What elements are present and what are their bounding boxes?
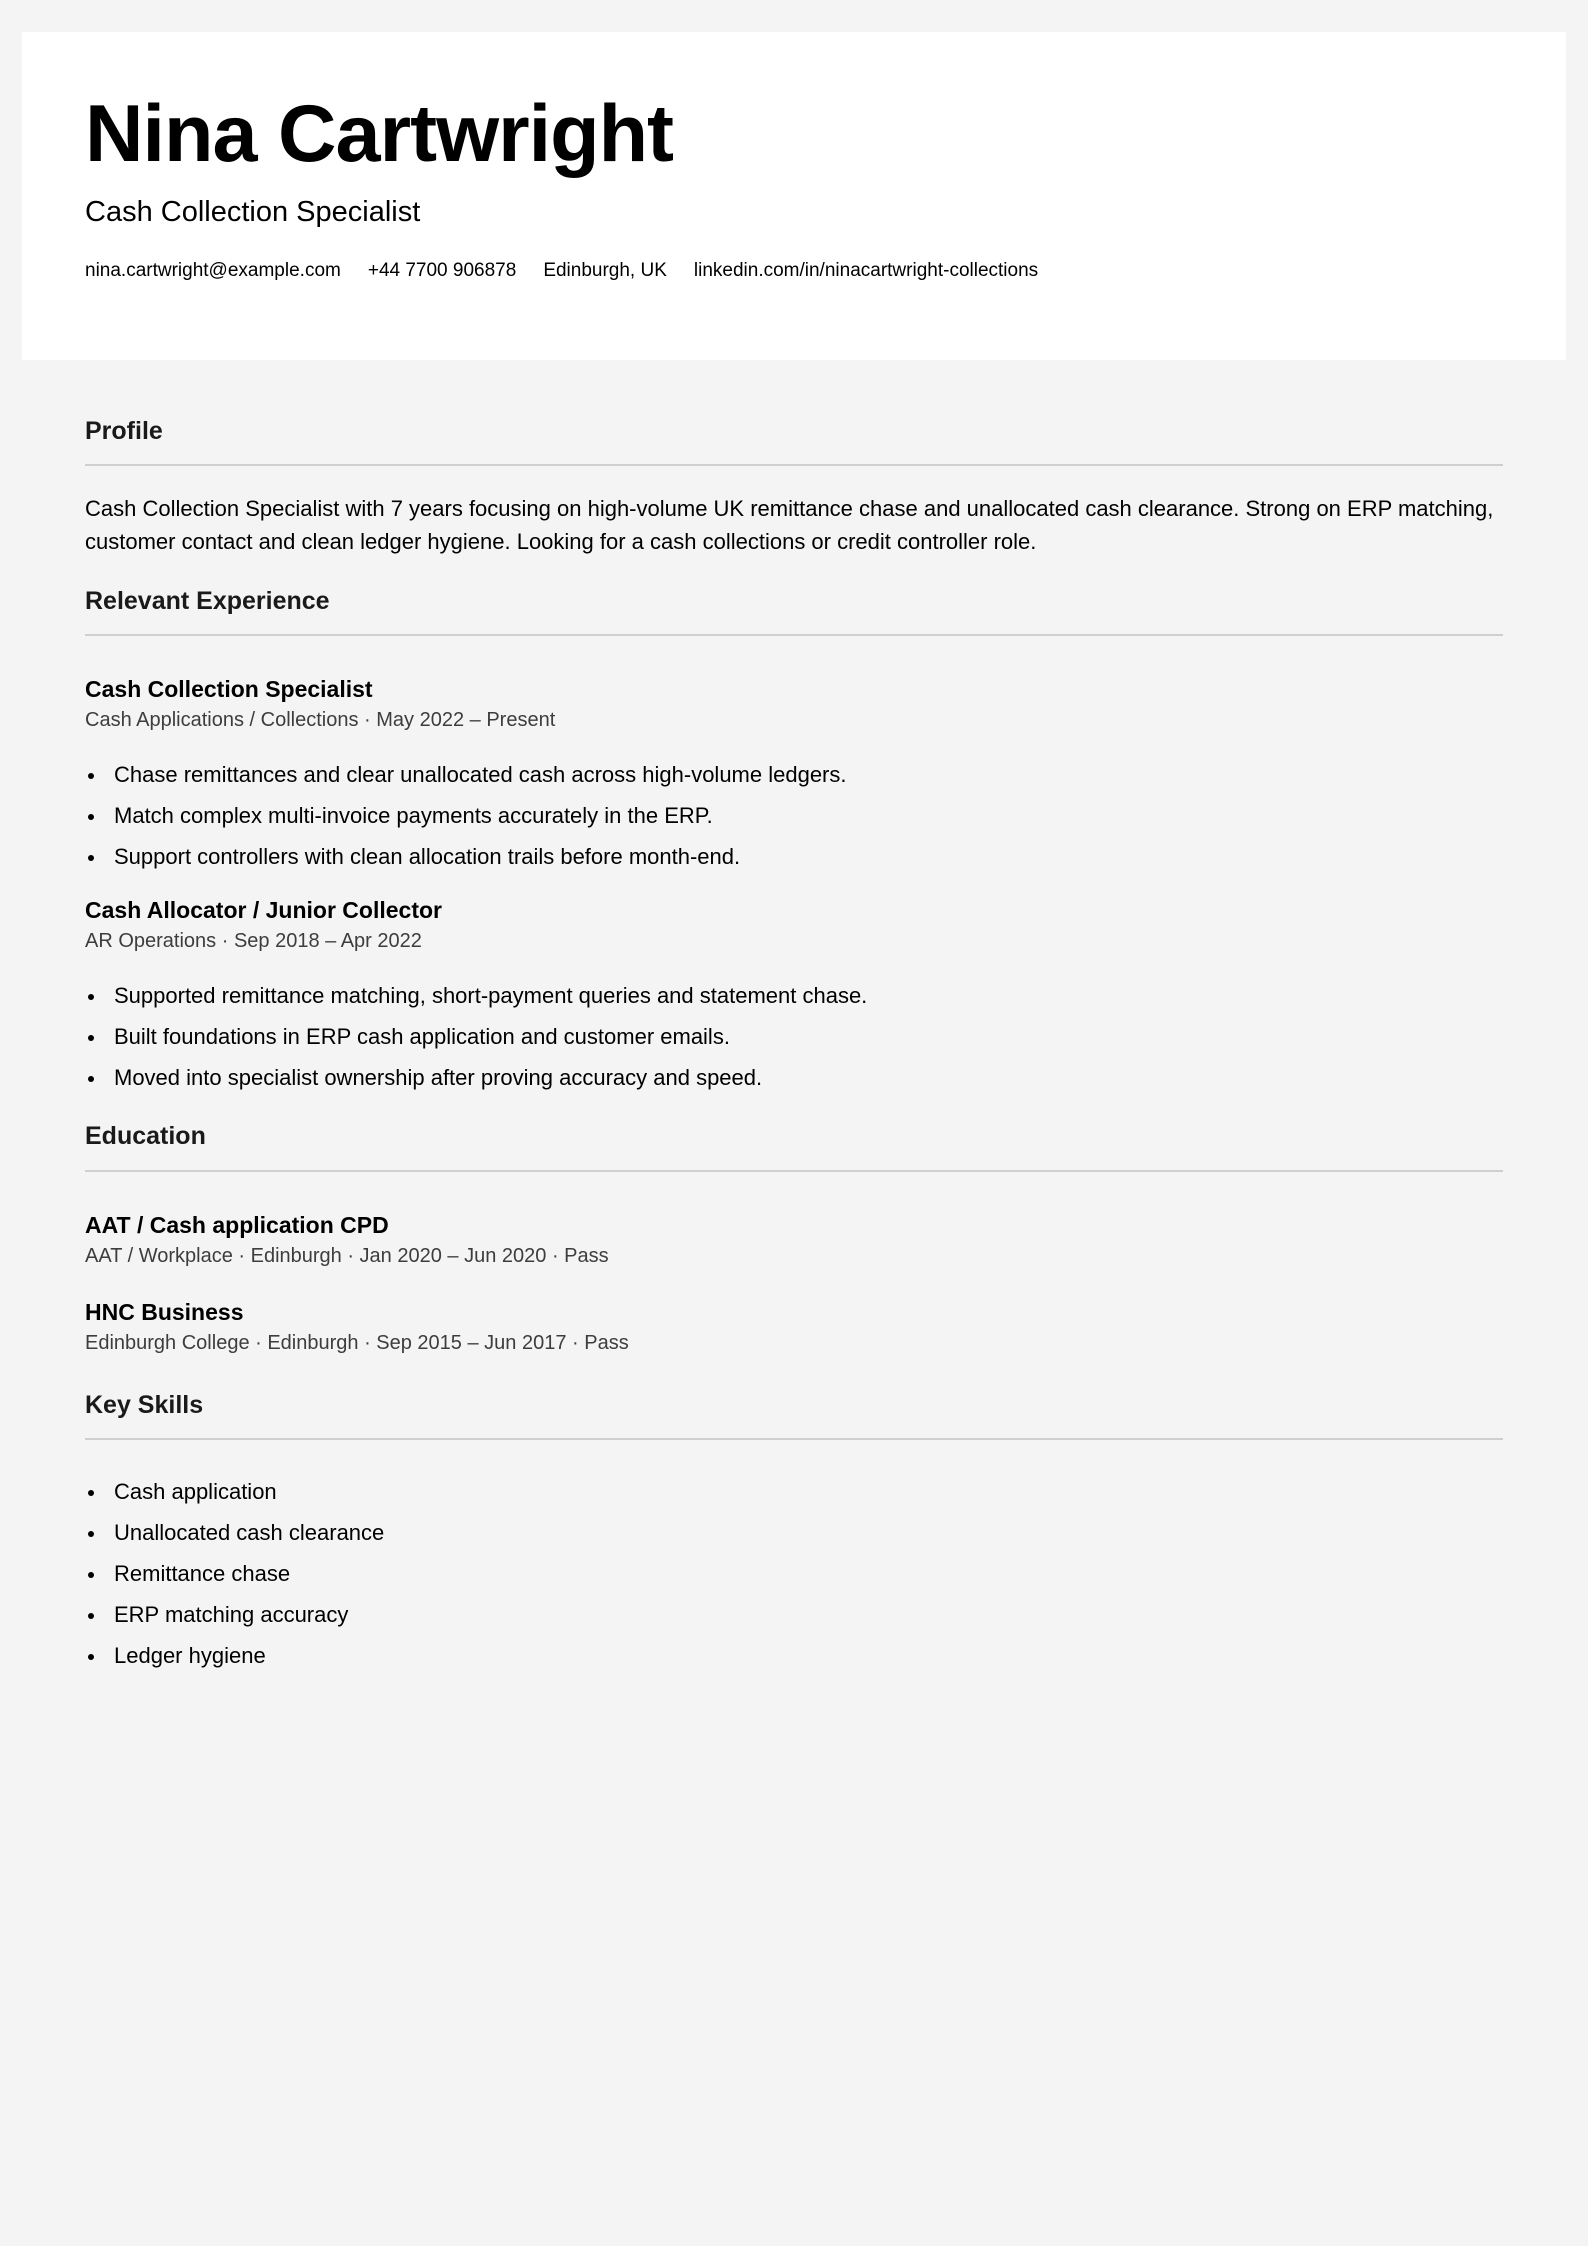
section-title-education: Education xyxy=(85,1122,206,1150)
skills-list xyxy=(85,1471,384,1676)
list-item: Support controllers with clean allocation trails before month-end. xyxy=(85,836,847,877)
education-meta: AAT / Workplace · Edinburgh · Jan 2020 – Jun 2020 · Pass xyxy=(85,1245,609,1267)
section-divider xyxy=(85,464,1503,466)
job-title: Cash Allocator / Junior Collector xyxy=(85,897,442,923)
section-divider xyxy=(85,634,1503,636)
contact-line xyxy=(85,260,1038,282)
section-divider xyxy=(85,1170,1503,1172)
resume-header xyxy=(22,32,1566,360)
job-bullets xyxy=(85,754,847,877)
section-title-profile: Profile xyxy=(85,417,163,445)
list-item: ERP matching accuracy xyxy=(85,1594,384,1635)
section-title-skills: Key Skills xyxy=(85,1391,204,1419)
candidate-role: Cash Collection Specialist xyxy=(85,196,421,228)
list-item: Moved into specialist ownership after proving accuracy and speed. xyxy=(85,1057,867,1098)
contact-location: Edinburgh, UK xyxy=(543,260,667,281)
contact-phone[interactable]: +44 7700 906878 xyxy=(367,260,517,281)
job-bullets xyxy=(85,975,867,1098)
job-meta: Cash Applications / Collections · May 2022 – Present xyxy=(85,709,556,731)
list-item: Unallocated cash clearance xyxy=(85,1512,384,1553)
list-item: Built foundations in ERP cash application and customer emails. xyxy=(85,1016,867,1057)
contact-linkedin[interactable]: linkedin.com/in/ninacartwright-collections xyxy=(693,260,1039,281)
list-item: Cash application xyxy=(85,1471,384,1512)
profile-summary: Cash Collection Specialist with 7 years focusing on high-volume UK remittance chase and unallocated cash clearance. Strong on ERP matching, customer contact and clean ledger hygiene. Looking for a cash collections or credit controller role. xyxy=(85,496,1494,554)
list-item: Supported remittance matching, short-payment queries and statement chase. xyxy=(85,975,867,1016)
job-meta: AR Operations · Sep 2018 – Apr 2022 xyxy=(85,930,422,952)
list-item: Ledger hygiene xyxy=(85,1635,384,1676)
education-meta: Edinburgh College · Edinburgh · Sep 2015 – Jun 2017 · Pass xyxy=(85,1332,629,1354)
education-title: HNC Business xyxy=(85,1299,244,1325)
education-title: AAT / Cash application CPD xyxy=(85,1212,389,1238)
list-item: Remittance chase xyxy=(85,1553,384,1594)
contact-email[interactable]: nina.cartwright@example.com xyxy=(85,260,341,281)
list-item: Chase remittances and clear unallocated cash across high-volume ledgers. xyxy=(85,754,847,795)
section-divider xyxy=(85,1438,1503,1440)
candidate-name: Nina Cartwright xyxy=(85,89,674,179)
section-title-experience: Relevant Experience xyxy=(85,587,330,615)
job-title: Cash Collection Specialist xyxy=(85,676,373,702)
list-item: Match complex multi-invoice payments accurately in the ERP. xyxy=(85,795,847,836)
